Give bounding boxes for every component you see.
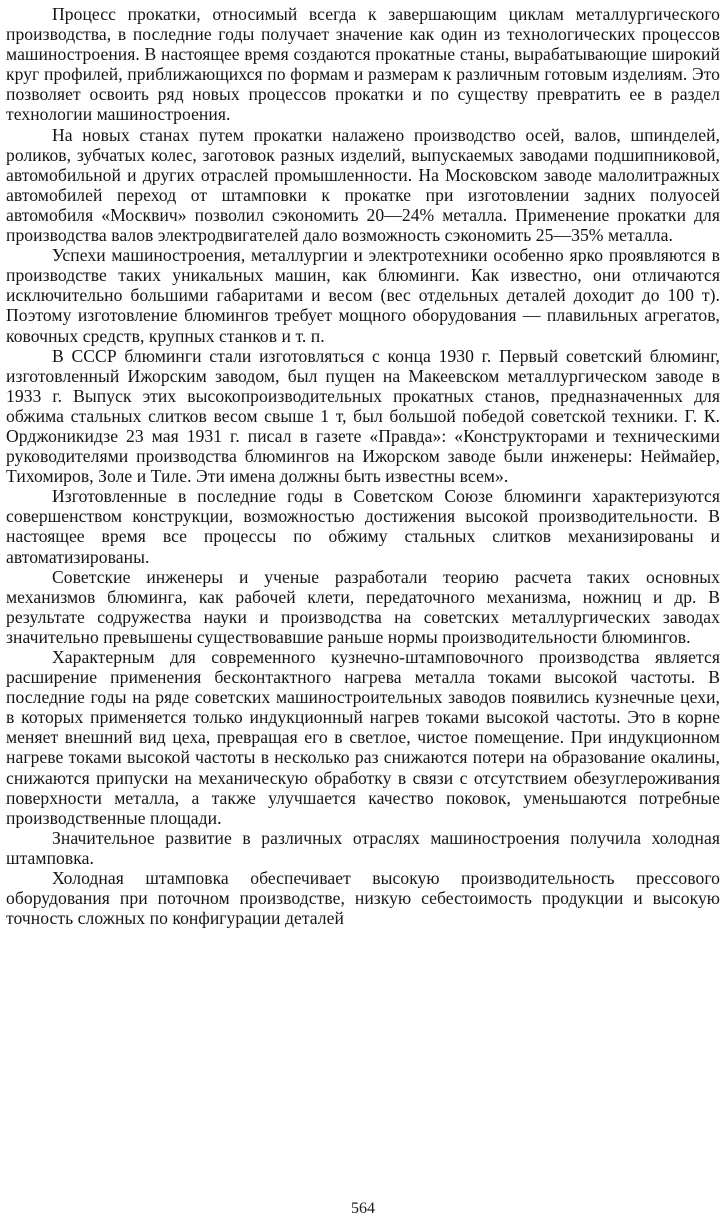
paragraph-cold-stamping-intro: Значительное развитие в различных отраслях машиностроения получила холодная штамповка. <box>6 827 720 868</box>
paragraph-induction-heating: Характерным для современного кузнечно-штамповочного производства является расширение применения бесконтактного нагрева металла токами высокой частоты. В последние годы на ряде советских машиностроительных заводов появились кузнечные цехи, в которых применяется только индукционный нагрев токами высокой частоты. Это в корне меняет внешний вид цеха, превращая его в светлое, чистое помещение. При индукционном нагреве токами высокой частоты в несколько раз снижаются потери на образование окалины, снижаются припуски на механическую обработку в связи с отсутствием обезуглероживания поверхности металла, а также улучшается качество поковок, уменьшаются потребные производственные площади. <box>6 647 720 828</box>
paragraph-new-mills: На новых станах путем прокатки налажено производство осей, валов, шпинделей, роликов, зубчатых колес, заготовок разных изделий, выпускаемых заводами подшипниковой, автомобильной и других отраслей промышленности. На Московском заводе малолитражных автомобилей переход от штамповки к прокатке при изготовлении задних полуосей автомобиля «Москвич» позволил сэкономить 20—24% металла. Применение прокатки для производства валов электродвигателей дало возможность сэкономить 25—35% металла. <box>6 124 720 246</box>
paragraph-cold-stamping: Холодная штамповка обеспечивает высокую производительность прессового оборудования при поточном производстве, низкую себестоимость продукции и высокую точность сложных по конфигурации деталей <box>6 868 720 929</box>
book-page <box>6 4 720 1218</box>
paragraph-modern-blooming: Изготовленные в последние годы в Советском Союзе блюминги характеризуются совершенством конструкции, возможностью достижения высокой производительности. В настоящее время все процессы по обжиму стальных слитков механизированы и автоматизированы. <box>6 486 720 567</box>
page-number: 564 <box>351 1200 375 1217</box>
paragraph-rolling-process: Процесс прокатки, относимый всегда к завершающим циклам металлургического производства, в последние годы получает значение как один из технологических процессов машиностроения. В настоящее время создаются прокатные станы, вырабатывающие широкий круг профилей, приближающихся по формам и размерам к различным готовым изделиям. Это позволяет освоить ряд новых процессов прокатки и по существу превратить ее в раздел технологии машиностроения. <box>6 4 720 125</box>
paragraph-engineers-theory: Советские инженеры и ученые разработали теорию расчета таких основных механизмов блюминга, как рабочей клети, передаточного механизма, ножниц и др. В результате содружества науки и производства на советских металлургических заводах значительно превышены существовавшие раньше нормы производительности блюмингов. <box>6 566 720 647</box>
paragraph-blooming-mills: Успехи машиностроения, металлургии и электротехники особенно ярко проявляются в производстве таких уникальных машин, как блюминги. Как известно, они отличаются исключительно большими габаритами и весом (вес отдельных деталей доходит до 100 т). Поэтому изготовление блюмингов требует мощного оборудования — плавильных агрегатов, ковочных средств, крупных станков и т. п. <box>6 245 720 346</box>
paragraph-ussr-blooming: В СССР блюминги стали изготовляться с конца 1930 г. Первый советский блюминг, изготовленный Ижорским заводом, был пущен на Макеевском металлургическом заводе в 1933 г. Выпуск этих высокопроизводительных прокатных станов, предназначенных для обжима стальных слитков весом свыше 1 т, был большой победой советской техники. Г. К. Орджоникидзе 23 мая 1931 г. писал в газете «Правда»: «Конструкторами и техническими руководителями производства блюмингов на Ижорском заводе были инженеры: Неймайер, Тихомиров, Золе и Тиле. Эти имена должны быть известны всем». <box>6 345 720 487</box>
